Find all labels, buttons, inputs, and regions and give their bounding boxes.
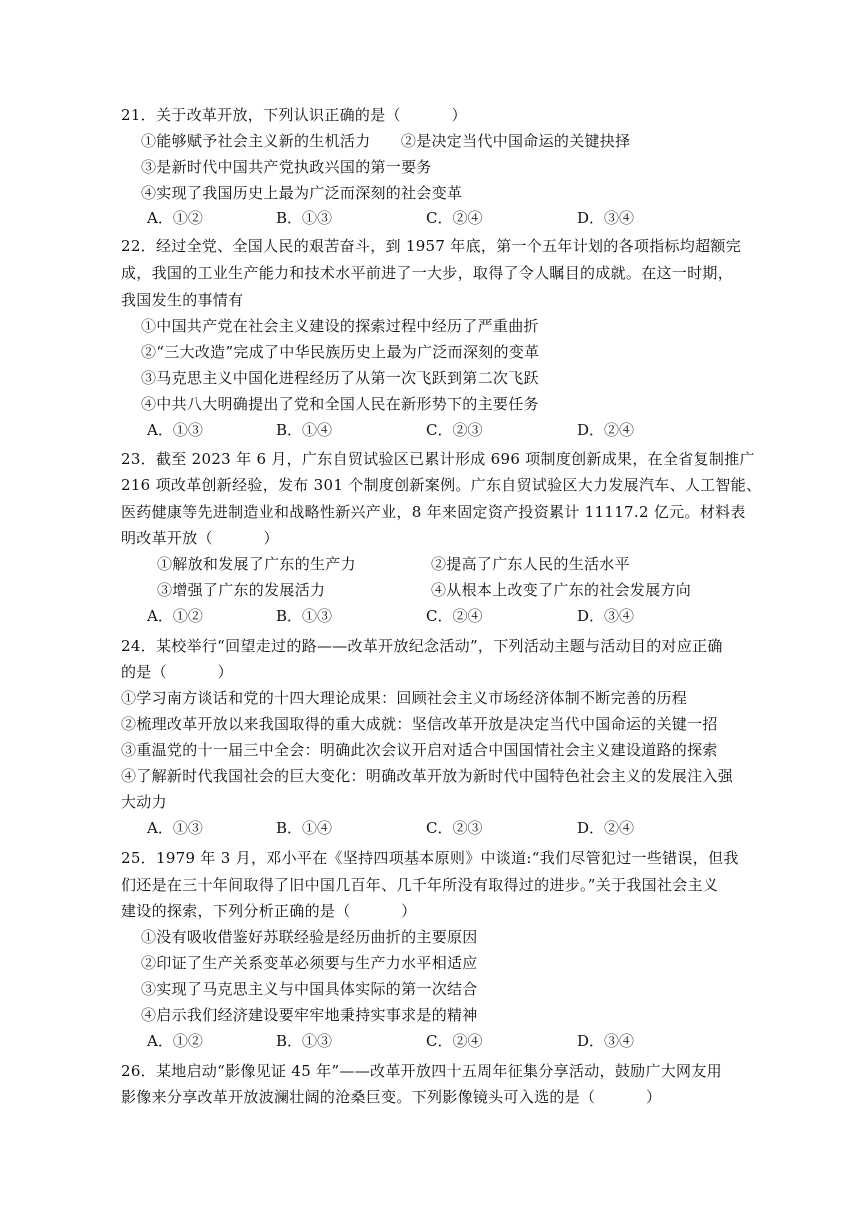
q24-item: ②梳理改革开放以来我国取得的重大成就：坚信改革开放是决定当代中国命运的关键一招 <box>121 715 718 733</box>
q24-option-c: C．②③ <box>426 819 483 837</box>
q25-stem: 25．1979 年 3 月，邓小平在《坚持四项基本原则》中谈道:“我们尽管犯过一些错误，但我 <box>121 849 739 867</box>
q23-item: ③增强了广东的发展活力 <box>157 581 326 599</box>
q22-stem: 22．经过全党、全国人民的艰苦奋斗，到 1957 年底，第一个五年计划的各项指标均超额完 <box>121 237 742 255</box>
q22-option-b: B．①④ <box>276 421 333 439</box>
q24-stem: 24．某校举行“回望走过的路——改革开放纪念活动”，下列活动主题与活动目的对应正确 <box>121 637 723 655</box>
q22-stem: 我国发生的事情有 <box>121 291 244 309</box>
q25-stem: 们还是在三十年间取得了旧中国几百年、几千年所没有取得过的进步。”关于我国社会主义 <box>121 876 719 894</box>
q23-stem: 216 项改革创新经验，发布 301 个制度创新案例。广东自贸试验区大力发展汽车、人工智能、 <box>121 476 762 494</box>
q22-option-d: D．②④ <box>577 421 635 439</box>
q24-option-b: B．①④ <box>276 819 333 837</box>
q25-item: ④启示我们经济建设要牢牢地秉持实事求是的精神 <box>141 1006 478 1024</box>
q25-option-a: A．①② <box>147 1032 203 1050</box>
q25-option-d: D．③④ <box>577 1032 635 1050</box>
q25-item: ③实现了马克思主义与中国具体实际的第一次结合 <box>141 980 478 998</box>
q21-item: ④实现了我国历史上最为广泛而深刻的社会变革 <box>141 184 463 202</box>
q25-item: ①没有吸收借鉴好苏联经验是经历曲折的主要原因 <box>141 928 478 946</box>
q21-option-a: A．①② <box>147 209 203 227</box>
q21-option-c: C．②④ <box>426 209 483 227</box>
q24-item: ①学习南方谈话和党的十四大理论成果：回顾社会主义市场经济体制不断完善的历程 <box>121 689 688 707</box>
q21-item: ①能够赋予社会主义新的生机活力 ②是决定当代中国命运的关键抉择 <box>141 132 631 150</box>
q23-item: ②提高了广东人民的生活水平 <box>431 555 630 573</box>
q22-option-a: A．①③ <box>147 421 203 439</box>
q21-stem: 21．关于改革开放，下列认识正确的是（ ） <box>121 106 467 124</box>
q25-item: ②印证了生产关系变革必须要与生产力水平相适应 <box>141 954 478 972</box>
q23-stem: 医药健康等先进制造业和战略性新兴产业，8 年来固定资产投资累计 11117.2 亿元。材料表 <box>121 503 746 521</box>
q23-option-a: A．①② <box>147 607 203 625</box>
q23-item: ①解放和发展了广东的生产力 <box>157 555 356 573</box>
q23-option-c: C．②④ <box>426 607 483 625</box>
q26-stem: 影像来分享改革开放波澜壮阔的沧桑巨变。下列影像镜头可入选的是（ ） <box>121 1088 662 1106</box>
q25-option-b: B．①③ <box>276 1032 333 1050</box>
q24-option-a: A．①③ <box>147 819 203 837</box>
q24-item: ④了解新时代我国社会的巨大变化：明确改革开放为新时代中国特色社会主义的发展注入强 <box>121 767 734 785</box>
q21-option-d: D．③④ <box>577 209 635 227</box>
q22-item: ③马克思主义中国化进程经历了从第一次飞跃到第二次飞跃 <box>141 369 539 387</box>
q24-item: ③重温党的十一届三中全会：明确此次会议开启对适合中国国情社会主义建设道路的探索 <box>121 741 718 759</box>
q22-item: ④中共八大明确提出了党和全国人民在新形势下的主要任务 <box>141 395 539 413</box>
q23-option-b: B．①③ <box>276 607 333 625</box>
q25-stem: 建设的探索，下列分析正确的是（ ） <box>121 902 417 920</box>
q23-item: ④从根本上改变了广东的社会发展方向 <box>431 581 692 599</box>
q23-stem: 明改革开放（ ） <box>121 529 279 547</box>
q26-stem: 26．某地启动“影像见证 45 年”——改革开放四十五周年征集分享活动，鼓励广大网友用 <box>121 1062 722 1080</box>
q25-option-c: C．②④ <box>426 1032 483 1050</box>
q21-option-b: B．①③ <box>276 209 333 227</box>
q22-item: ①中国共产党在社会主义建设的探索过程中经历了严重曲折 <box>141 317 539 335</box>
q22-stem: 成，我国的工业生产能力和技术水平前进了一大步，取得了令人瞩目的成就。在这一时期， <box>121 264 734 282</box>
q24-stem: 的是（ ） <box>121 663 233 681</box>
q21-item: ③是新时代中国共产党执政兴国的第一要务 <box>141 158 432 176</box>
q22-option-c: C．②③ <box>426 421 483 439</box>
q24-option-d: D．②④ <box>577 819 635 837</box>
q22-item: ②“三大改造”完成了中华民族历史上最为广泛而深刻的变革 <box>141 343 540 361</box>
q24-item: 大动力 <box>121 793 167 811</box>
q23-option-d: D．③④ <box>577 607 635 625</box>
q23-stem: 23．截至 2023 年 6 月，广东自贸试验区已累计形成 696 项制度创新成果，在全省复制推广 <box>121 450 755 468</box>
